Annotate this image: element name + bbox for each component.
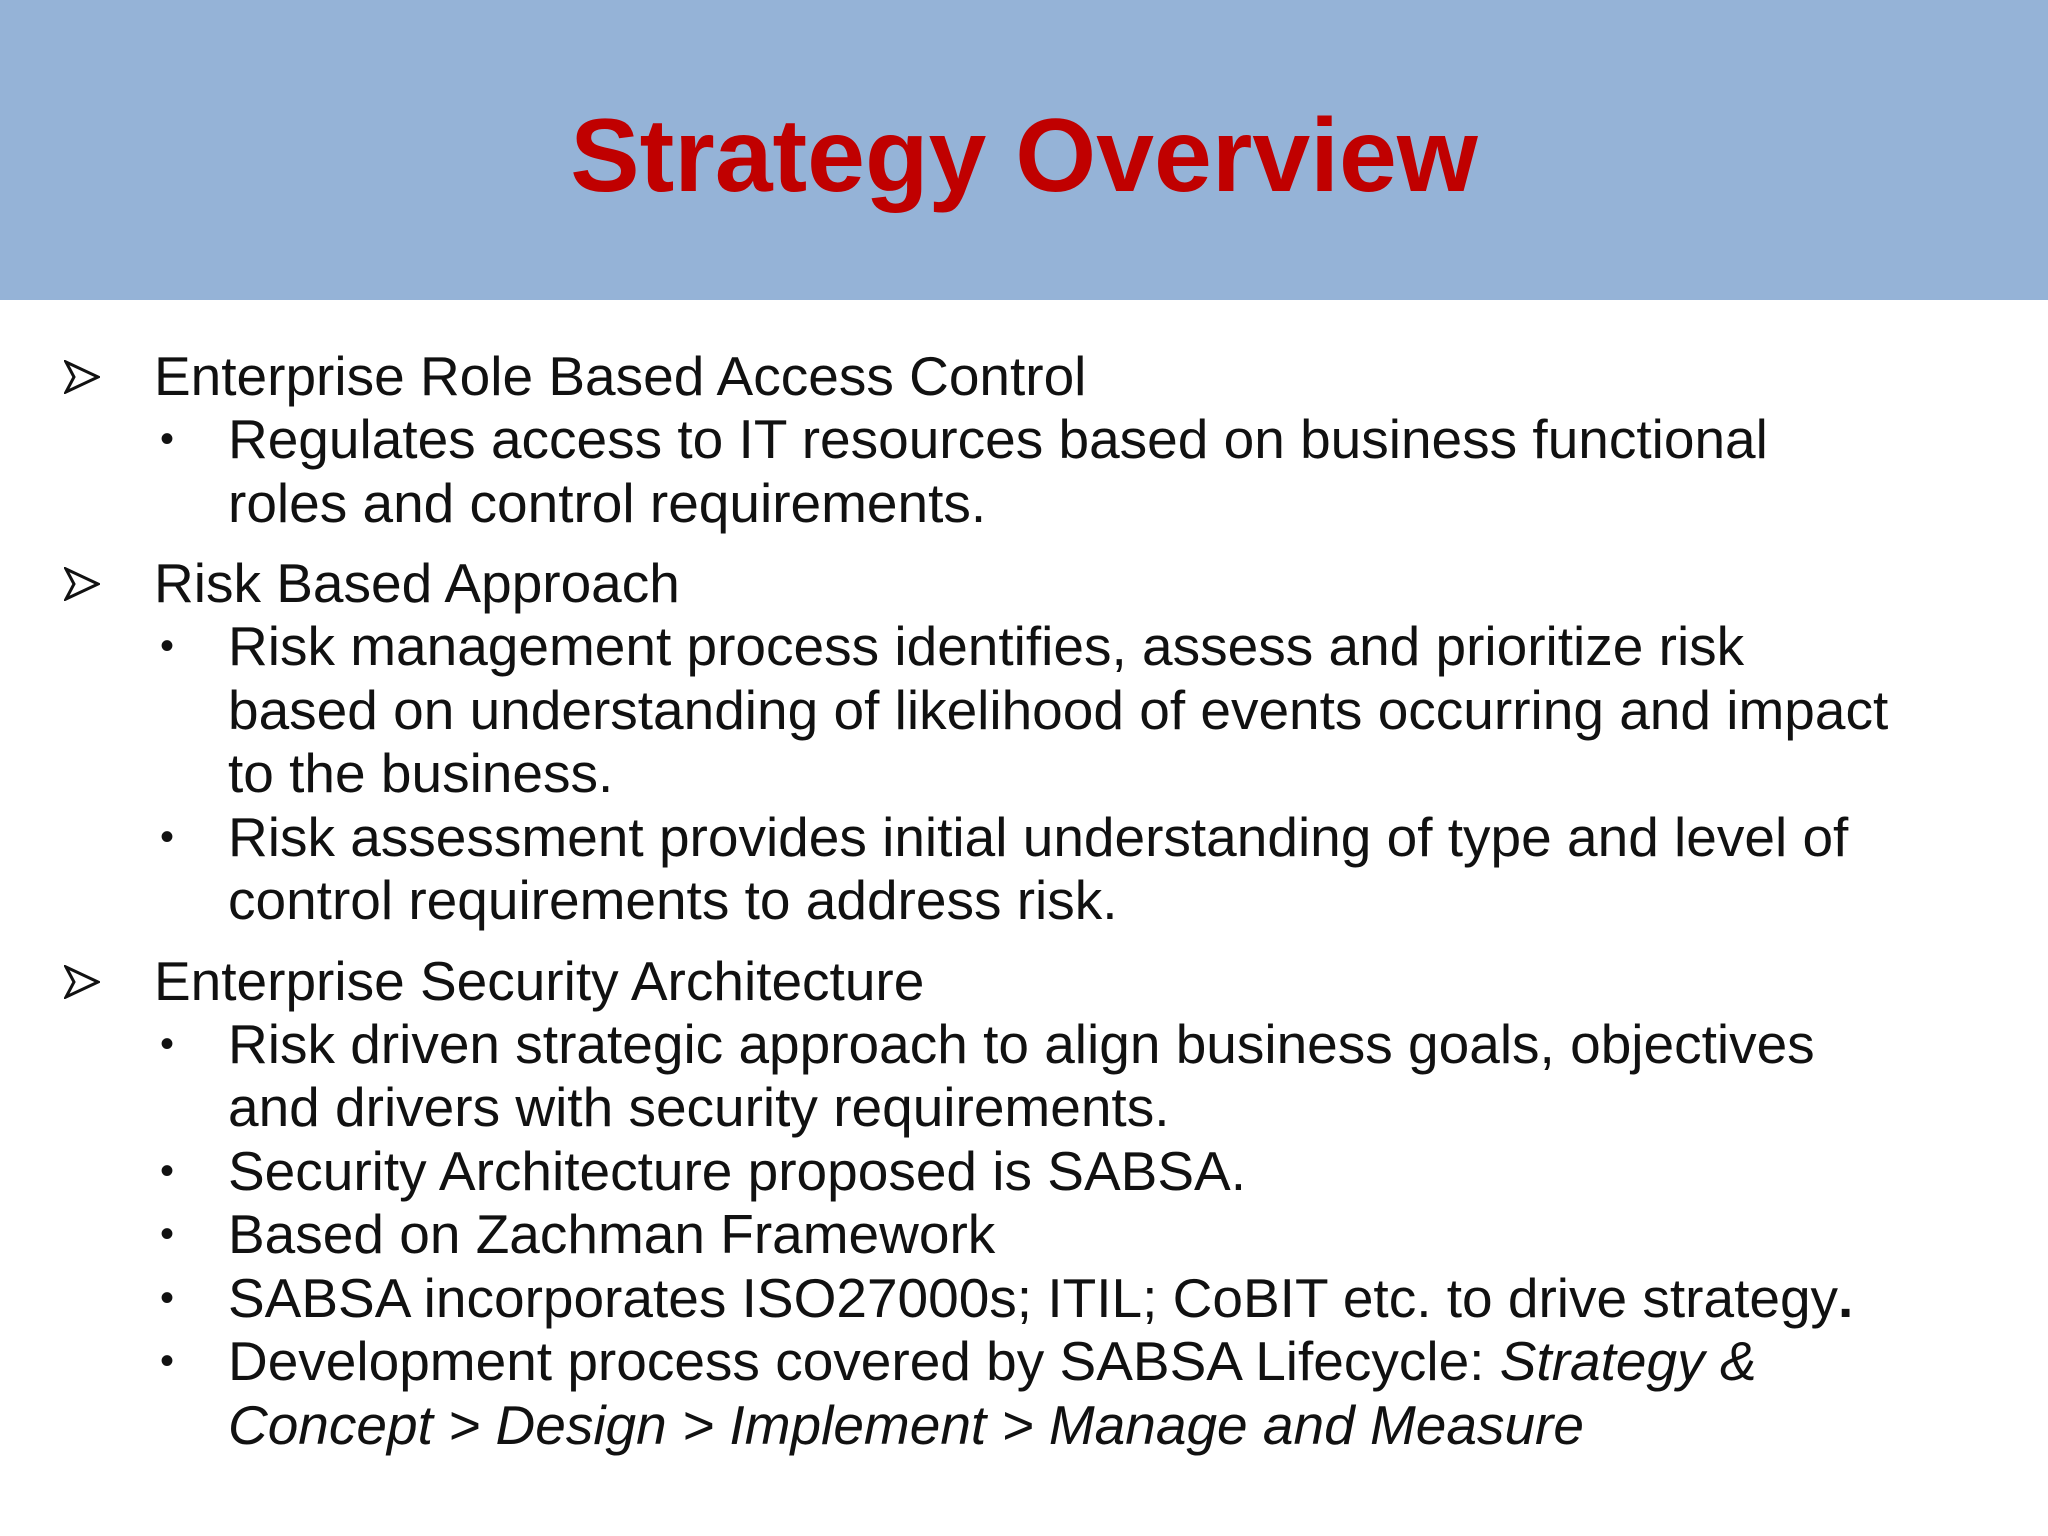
- bullet-dot-icon: •: [160, 1275, 175, 1320]
- bullet-dot-icon: •: [160, 1339, 175, 1383]
- bullet-end-mark: .: [1838, 1266, 1854, 1329]
- arrow-bullet-icon: [64, 965, 100, 999]
- bullet-line: based on understanding of likelihood of events occurring and impact: [228, 678, 1889, 741]
- bullet-dot-icon: •: [160, 1212, 175, 1256]
- arrow-bullet-icon: [64, 567, 100, 601]
- bullet-dot-icon: •: [160, 624, 175, 668]
- bullet-line: [228, 1330, 2008, 1394]
- section-enterprise-security-architecture: [0, 949, 2048, 1458]
- bullet-line: Risk management process identifies, assess and prioritize risk: [228, 615, 1745, 677]
- bullet-line: Risk assessment provides initial understanding of type and level of: [228, 805, 1849, 868]
- bullet-line: Security Architecture proposed is SABSA.: [228, 1139, 1246, 1202]
- title-banner: [0, 0, 2048, 300]
- bullet-text: SABSA incorporates ISO27000s; ITIL; CoBIT etc. to drive strategy: [228, 1266, 1839, 1329]
- bullet-dot-icon: •: [160, 1148, 175, 1193]
- bullet-item: [0, 1330, 2048, 1457]
- bullet-line: Based on Zachman Framework: [228, 1203, 996, 1265]
- section-label: Enterprise Security Architecture: [154, 949, 925, 1012]
- bullet-line: to the business.: [228, 742, 614, 804]
- bullet-italic-text: Strategy &: [1499, 1330, 1757, 1392]
- section-label: Enterprise Role Based Access Control: [154, 345, 1087, 407]
- section-heading: [0, 344, 2048, 408]
- section-label: Risk Based Approach: [154, 552, 680, 614]
- bullet-text: Development process covered by SABSA Lifecycle:: [228, 1330, 1500, 1392]
- slide-title: Strategy Overview: [570, 98, 1478, 214]
- bullet-line: roles and control requirements.: [228, 471, 987, 534]
- bullet-italic-text: Concept > Design > Implement > Manage and Measure: [228, 1393, 1584, 1456]
- bullet-item: [0, 615, 2048, 806]
- bullet-line: [228, 1394, 2008, 1458]
- arrow-bullet-icon: [64, 360, 100, 394]
- bullet-item: [0, 408, 2048, 535]
- section-role-based-access: [0, 344, 2048, 535]
- section-heading: [0, 551, 2048, 615]
- bullet-dot-icon: •: [160, 417, 175, 461]
- section-risk-based-approach: [0, 551, 2048, 933]
- bullet-line: Risk driven strategic approach to align business goals, objectives: [228, 1012, 1815, 1075]
- bullet-item: [0, 806, 2048, 933]
- bullet-item: [0, 1267, 2048, 1331]
- bullet-line: Regulates access to IT resources based on business functional: [228, 408, 1768, 470]
- slide-content: [0, 344, 2048, 1473]
- bullet-line: [228, 1267, 2008, 1331]
- bullet-dot-icon: •: [160, 814, 175, 859]
- bullet-line: control requirements to address risk.: [228, 869, 1118, 931]
- section-heading: [0, 949, 2048, 1013]
- bullet-line: and drivers with security requirements.: [228, 1076, 1170, 1138]
- bullet-item: [0, 1013, 2048, 1140]
- bullet-dot-icon: •: [160, 1021, 175, 1066]
- bullet-item: [0, 1203, 2048, 1267]
- bullet-item: [0, 1140, 2048, 1204]
